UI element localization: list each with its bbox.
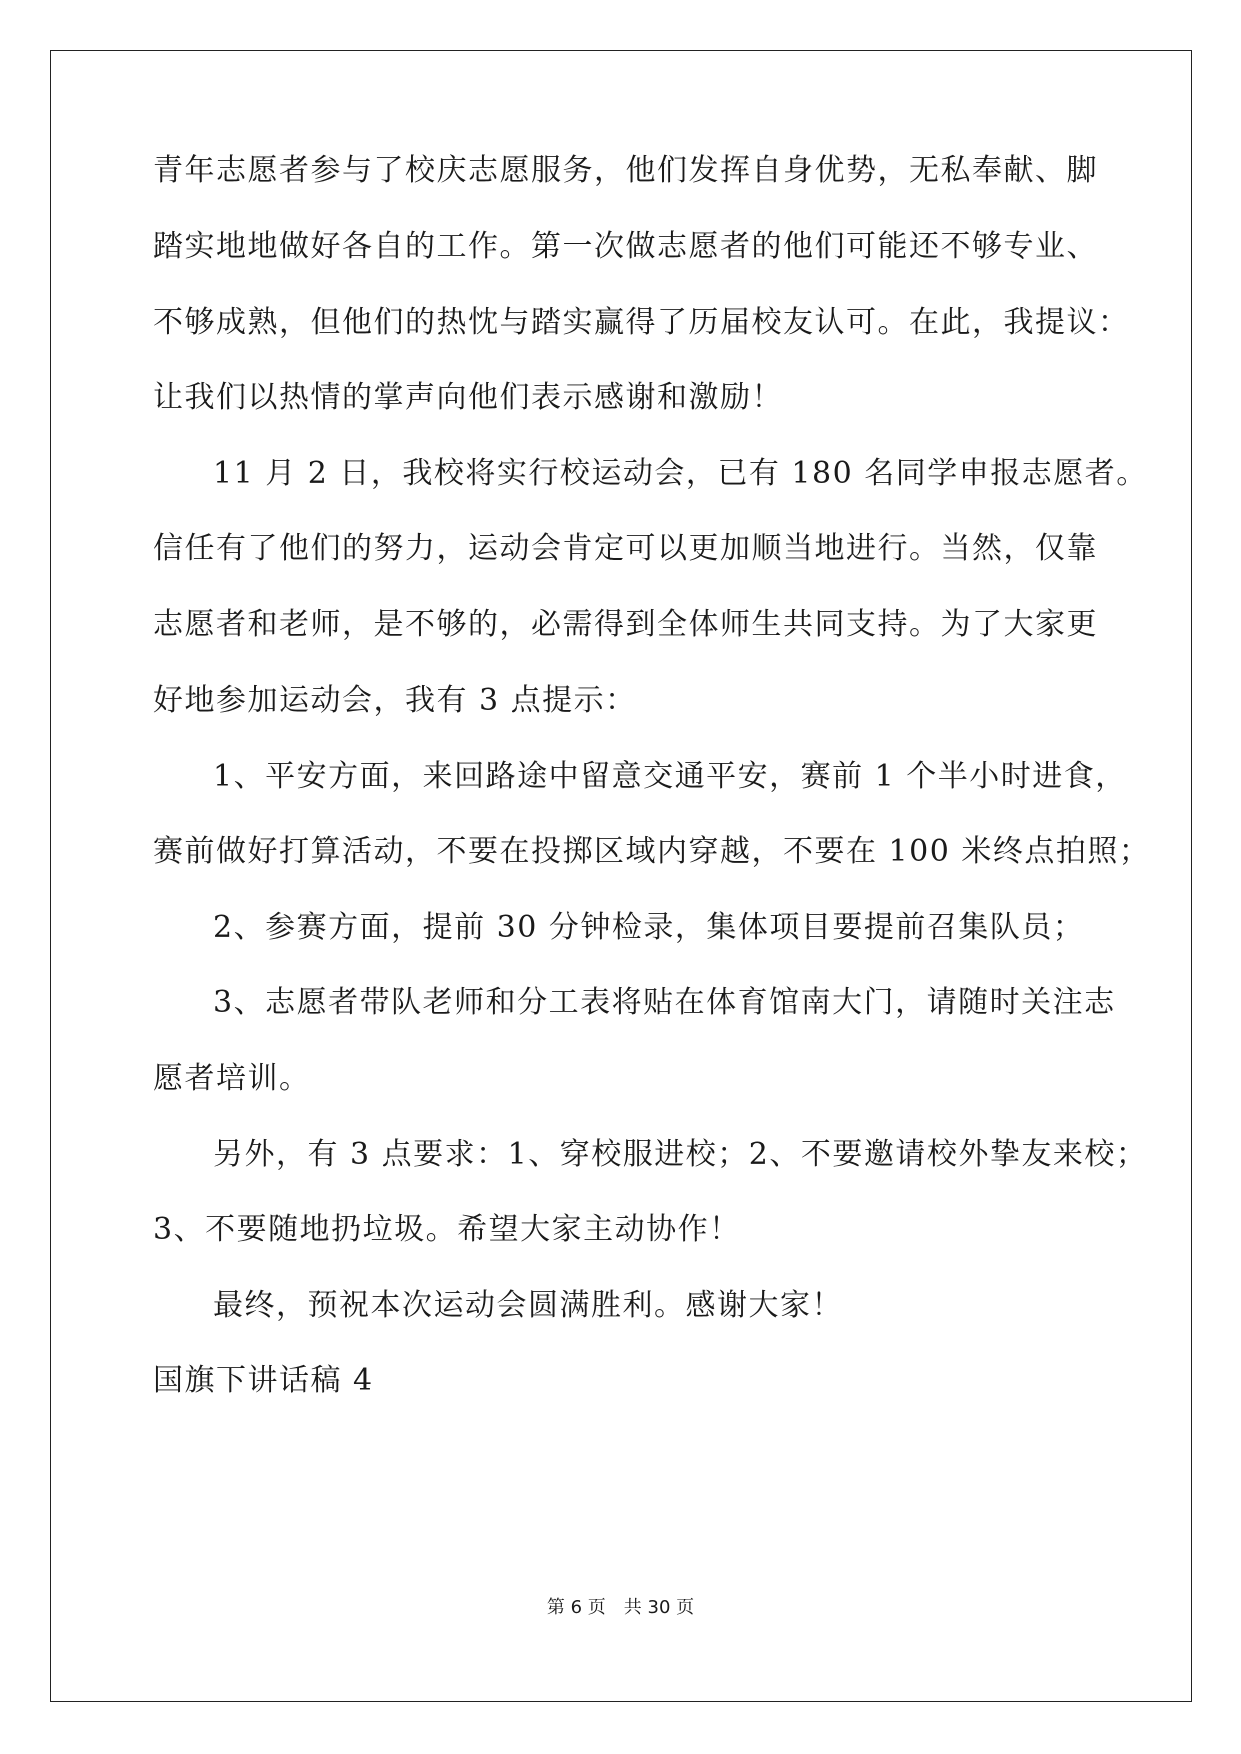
text-line: 愿者培训。 [153, 1061, 311, 1096]
text-line: 信任有了他们的努力，运动会肯定可以更加顺当地进行。当然，仅靠 [153, 531, 1098, 566]
section-heading: 国旗下讲话稿 4 [153, 1363, 374, 1398]
text-line: 让我们以热情的掌声向他们表示感谢和激励！ [153, 380, 783, 415]
text-line: 3、不要随地扔垃圾。希望大家主动协作！ [153, 1212, 741, 1247]
text-line: 志愿者和老师，是不够的，必需得到全体师生共同支持。为了大家更 [153, 607, 1098, 642]
text-line: 踏实地地做好各自的工作。第一次做志愿者的他们可能还不够专业、 [153, 229, 1098, 264]
page-border [50, 50, 1192, 1702]
text-line: 3、志愿者带队老师和分工表将贴在体育馆南大门，请随时关注志 [213, 985, 1116, 1020]
text-line: 不够成熟，但他们的热忱与踏实赢得了历届校友认可。在此，我提议： [153, 305, 1130, 340]
text-line: 11 月 2 日，我校将实行校运动会，已有 180 名同学申报志愿者。 [213, 456, 1148, 491]
text-line: 好地参加运动会，我有 3 点提示： [153, 683, 637, 718]
text-line: 最终，预祝本次运动会圆满胜利。感谢大家！ [213, 1288, 843, 1323]
text-line: 赛前做好打算活动，不要在投掷区域内穿越，不要在 100 米终点拍照； [153, 834, 1151, 869]
text-line: 青年志愿者参与了校庆志愿服务，他们发挥自身优势，无私奉献、脚 [153, 153, 1098, 188]
page-number: 第 6 页 共 30 页 [546, 1597, 695, 1618]
text-line: 2、参赛方面，提前 30 分钟检录，集体项目要提前召集队员； [213, 910, 1085, 945]
text-line: 1、平安方面，来回路途中留意交通平安，赛前 1 个半小时进食， [213, 759, 1127, 794]
text-line: 另外，有 3 点要求：1、穿校服进校；2、不要邀请校外挚友来校； [213, 1137, 1148, 1172]
